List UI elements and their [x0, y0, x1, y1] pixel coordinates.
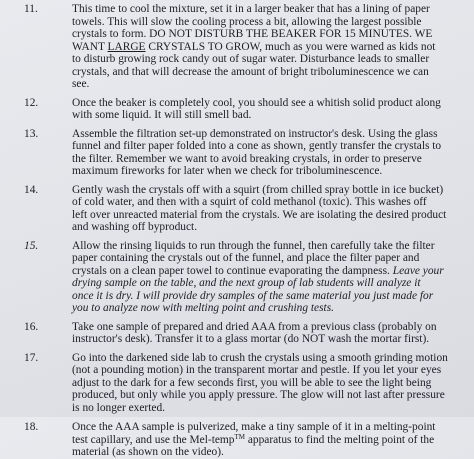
text-line: Go into the darkened side lab to crush the crystals using a smooth grinding motion	[72, 351, 448, 364]
step-text	[72, 3, 466, 91]
step-text	[72, 321, 466, 346]
step-number: 17.	[24, 351, 39, 364]
text-line	[72, 265, 466, 278]
text-line	[72, 434, 466, 447]
text-line: with some liquid. It will still smell bad.	[72, 109, 252, 121]
text-line: the filter. Remember we want to avoid breaking crystals, in order to preserve	[72, 152, 422, 165]
italic-text: once it is dry. I will provide dry samples of the same material you just made for	[72, 289, 434, 302]
text-run: crystals on a clean paper towel to continue evaporating the dampness.	[72, 264, 393, 277]
step-text	[72, 128, 466, 178]
text-run: apparatus to find the melting point of the	[244, 433, 435, 446]
step-number: 12.	[24, 96, 39, 109]
underlined-text: LARGE	[107, 40, 146, 53]
text-line: maximum fireworks for later when we check for triboluminescence.	[72, 165, 383, 177]
text-line: Gently wash the crystals off with a squirt (from chilled spray bottle in ice bucket)	[72, 183, 444, 196]
text-line: material (as shown on the video).	[72, 446, 224, 458]
text-run: WANT	[72, 40, 108, 53]
step-number: 16.	[24, 320, 39, 333]
step-8	[6, 421, 466, 459]
step-number: 11.	[24, 3, 38, 15]
text-line	[72, 277, 466, 290]
step-2	[6, 97, 466, 122]
text-line: crystals, and that will decrease the amount of bright triboluminescence we can	[72, 65, 429, 78]
text-line: paper containing the crystals out of the funnel, and place the filter paper and	[72, 252, 420, 264]
text-run: test capillary, and use the Mel-temp	[72, 433, 235, 446]
text-line: is no longer exerted.	[72, 401, 165, 414]
step-text	[72, 352, 466, 415]
text-line: crystals to form. DO NOT DISTURB THE BEAKER FOR 15 MINUTES. WE	[72, 28, 433, 40]
text-line: funnel and filter paper folded into a cone as shown, gently transfer the crystals to	[72, 140, 442, 152]
step-3	[6, 128, 466, 178]
text-line: to disturb growing rock candy out of sugar water. Disturbance leads to smaller	[72, 53, 430, 65]
italic-text: drying sample on the table, and the next group of lab students will analyze it	[72, 277, 421, 289]
step-number: 14.	[24, 183, 39, 196]
text-line: left over unreacted material from the crystals. We are isolating the desired product	[72, 208, 447, 221]
text-line	[72, 290, 466, 303]
text-line: produced, but only while you apply pressure. The glow will not last after pressure	[72, 389, 445, 401]
text-line: Assemble the filtration set-up demonstrated on instructor's desk. Using the glass	[72, 127, 438, 140]
step-number: 13.	[24, 127, 39, 140]
text-line: This time to cool the mixture, set it in a larger beaker that has a lining of paper	[72, 3, 430, 15]
text-line: of cold water, and then with a squirt of cold methanol (toxic). This washes off	[72, 196, 427, 208]
text-line: adjust to the dark for a few seconds first, you will be able to see the light being	[72, 376, 432, 389]
text-line	[72, 41, 466, 54]
text-line: Take one sample of prepared and dried AAA from a previous class (probably on	[72, 320, 437, 333]
step-text	[72, 240, 466, 315]
step-text	[72, 184, 466, 234]
text-line: (not a pounding motion) in the transparent mortar and pestle. If you let your eyes	[72, 364, 442, 376]
text-line: and washing off byproduct.	[72, 221, 198, 233]
text-line: Allow the rinsing liquids to run through the funnel, then carefully take the filter	[72, 239, 435, 252]
step-number: 15.	[24, 239, 39, 252]
step-4	[6, 184, 466, 234]
trademark-superscript: TM	[234, 432, 245, 441]
step-1	[6, 3, 466, 91]
step-text	[72, 421, 466, 459]
step-number: 18.	[24, 421, 39, 433]
italic-text: you to analyze now with melting point and crushing tests.	[72, 302, 334, 314]
step-5	[6, 240, 466, 315]
italic-text: Leave your	[392, 264, 444, 277]
step-text	[72, 97, 466, 122]
text-line: towels. This will slow the cooling process a bit, allowing the largest possible	[72, 15, 422, 28]
text-line: see.	[72, 78, 90, 90]
text-line	[72, 302, 466, 315]
text-line: Once the AAA sample is pulverized, make a tiny sample of it in a melting-point	[72, 421, 436, 433]
text-line: instructor's desk). Transfer it to a glass mortar (do NOT wash the mortar first).	[72, 333, 430, 345]
step-6	[6, 321, 466, 346]
text-line: Once the beaker is completely cool, you should see a whitish solid product along	[72, 96, 441, 109]
text-run: CRYSTALS TO GROW, much as you were warned as kids not	[145, 40, 436, 53]
step-7	[6, 352, 466, 415]
